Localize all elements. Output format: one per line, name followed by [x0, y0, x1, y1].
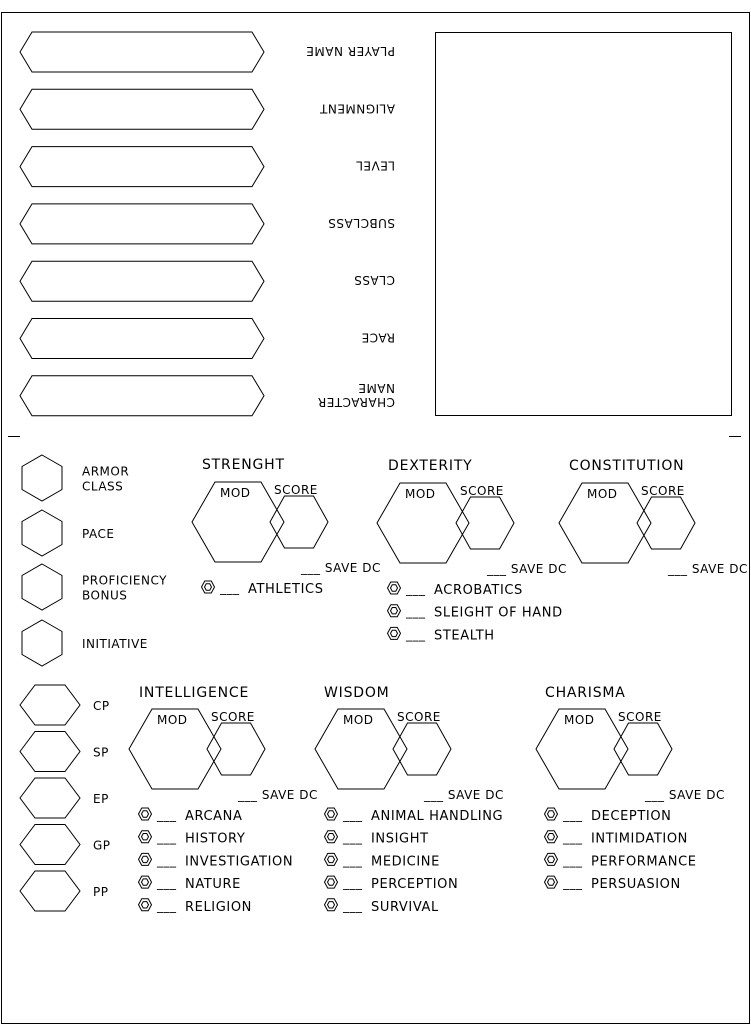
player-name-field[interactable]: [20, 32, 264, 72]
sleight-of-hand-blank: ___: [406, 604, 426, 619]
intimidation-proficiency-dot: [548, 834, 555, 840]
perception-proficiency-hexagon[interactable]: [325, 876, 338, 888]
athletics-proficiency-dot: [205, 584, 212, 590]
persuasion-proficiency-hexagon[interactable]: [545, 876, 558, 888]
ep-coin-field[interactable]: [20, 778, 80, 818]
strenght-save-dc: ___ SAVE DC: [301, 561, 381, 575]
deception-blank: ___: [563, 808, 583, 822]
arcana-skill-label: ARCANA: [185, 809, 243, 824]
history-skill-label: HISTORY: [185, 831, 246, 847]
animal-handling-blank: ___: [343, 808, 363, 822]
header-section: [8, 32, 741, 437]
class-label: [354, 273, 395, 287]
charisma-score-hexagon[interactable]: [614, 723, 672, 775]
class-field[interactable]: [20, 261, 264, 301]
intelligence-save-dc: ___ SAVE DC: [238, 788, 318, 802]
pp-coin-field[interactable]: [20, 871, 80, 911]
nature-proficiency-hexagon[interactable]: [139, 876, 152, 888]
sleight-of-hand-skill-label: SLEIGHT OF HAND: [434, 605, 563, 621]
religion-proficiency-hexagon[interactable]: [139, 899, 152, 911]
intimidation-skill-label: INTIMIDATION: [591, 831, 688, 847]
athletics-blank: ___: [220, 581, 240, 595]
stealth-skill-label: STEALTH: [434, 628, 495, 644]
insight-skill-label: INSIGHT: [371, 831, 429, 847]
investigation-blank: ___: [157, 853, 177, 868]
dexterity-save-dc: ___ SAVE DC: [487, 562, 567, 576]
proficiency-bonus-label: BONUS: [82, 588, 128, 603]
charisma-save-dc: ___ SAVE DC: [645, 788, 725, 802]
survival-proficiency-dot: [328, 902, 335, 908]
animal-handling-proficiency-dot: [328, 811, 335, 817]
medicine-proficiency-hexagon[interactable]: [325, 853, 338, 865]
religion-skill-label: RELIGION: [185, 899, 252, 915]
wisdom-mod-label: MOD: [343, 713, 374, 727]
charisma-block: [536, 685, 725, 892]
character-name-label: [317, 381, 395, 409]
class-label-line: CLASS: [353, 273, 395, 288]
investigation-proficiency-hexagon[interactable]: [139, 853, 152, 865]
performance-proficiency-hexagon[interactable]: [545, 853, 558, 865]
persuasion-proficiency-dot: [548, 879, 555, 885]
alignment-label-line: ALIGNMENT: [319, 101, 395, 116]
strenght-score-hexagon[interactable]: [270, 496, 328, 548]
dexterity-score-label: SCORE: [460, 484, 504, 498]
pace-hexagon[interactable]: [22, 510, 62, 556]
religion-proficiency-dot: [142, 902, 149, 908]
performance-blank: ___: [563, 853, 583, 868]
alignment-field[interactable]: [20, 89, 264, 129]
nature-skill-label: NATURE: [185, 877, 241, 893]
constitution-mod-label: MOD: [587, 487, 618, 501]
constitution-score-hexagon[interactable]: [637, 497, 695, 549]
animal-handling-skill-label: ANIMAL HANDLING: [371, 809, 504, 824]
animal-handling-proficiency-hexagon[interactable]: [325, 808, 338, 820]
performance-skill-label: PERFORMANCE: [591, 854, 697, 870]
strenght-title: STRENGHT: [202, 457, 285, 473]
armor-class-hexagon[interactable]: [22, 455, 62, 501]
strenght-block: [192, 457, 381, 597]
portrait-box[interactable]: [436, 33, 732, 416]
dexterity-block: [377, 458, 567, 643]
insight-proficiency-hexagon[interactable]: [325, 831, 338, 843]
dexterity-mod-label: MOD: [405, 487, 436, 501]
intelligence-mod-label: MOD: [157, 713, 188, 727]
persuasion-blank: ___: [563, 876, 583, 891]
nature-blank: ___: [157, 876, 177, 891]
arcana-blank: ___: [157, 808, 177, 822]
acrobatics-skill-label: ACROBATICS: [434, 583, 523, 598]
character-name-field[interactable]: [20, 376, 264, 416]
deception-proficiency-dot: [548, 811, 555, 817]
survival-proficiency-hexagon[interactable]: [325, 899, 338, 911]
intelligence-title: INTELLIGENCE: [139, 685, 250, 701]
constitution-score-label: SCORE: [641, 484, 685, 498]
race-label: [361, 331, 395, 345]
history-proficiency-hexagon[interactable]: [139, 831, 152, 843]
intelligence-block: [129, 685, 318, 915]
investigation-proficiency-dot: [142, 856, 149, 862]
arcana-proficiency-hexagon[interactable]: [139, 808, 152, 820]
intimidation-blank: ___: [563, 830, 583, 845]
ep-coin-label: EP: [93, 792, 109, 806]
medicine-blank: ___: [343, 853, 363, 868]
athletics-proficiency-hexagon[interactable]: [202, 581, 215, 593]
medicine-skill-label: MEDICINE: [371, 854, 440, 870]
religion-blank: ___: [157, 898, 177, 913]
coin-section: [20, 685, 111, 911]
armor-class-label: CLASS: [82, 479, 124, 494]
charisma-score-label: SCORE: [618, 710, 662, 724]
race-field[interactable]: [20, 319, 264, 359]
sleight-of-hand-proficiency-dot: [391, 608, 398, 614]
insight-proficiency-dot: [328, 834, 335, 840]
history-blank: ___: [157, 830, 177, 845]
intelligence-score-label: SCORE: [211, 710, 255, 724]
wisdom-block: [315, 685, 504, 915]
combat-section: [22, 455, 167, 666]
pace-label: PACE: [82, 527, 115, 541]
character-name-label-line: NAME: [357, 380, 395, 395]
gp-coin-field[interactable]: [20, 825, 80, 865]
wisdom-save-dc: ___ SAVE DC: [424, 788, 504, 802]
constitution-block: [559, 458, 748, 576]
initiative-hexagon[interactable]: [22, 620, 62, 666]
arcana-proficiency-dot: [142, 811, 149, 817]
charisma-title: CHARISMA: [545, 685, 626, 701]
gp-coin-label: GP: [93, 838, 111, 853]
acrobatics-blank: ___: [406, 582, 426, 596]
constitution-save-dc: ___ SAVE DC: [668, 562, 748, 576]
initiative-label: INITIATIVE: [82, 637, 148, 651]
deception-proficiency-hexagon[interactable]: [545, 808, 558, 820]
subclass-label-line: SUBCLASS: [327, 215, 395, 230]
character-name-label-line: CHARACTER: [317, 394, 395, 409]
strenght-mod-label: MOD: [220, 486, 251, 500]
deception-skill-label: DECEPTION: [591, 809, 672, 824]
cp-coin-label: CP: [93, 699, 110, 713]
acrobatics-proficiency-dot: [391, 585, 398, 591]
insight-blank: ___: [343, 830, 363, 845]
sp-coin-field[interactable]: [20, 732, 80, 772]
athletics-skill-label: ATHLETICS: [248, 582, 324, 597]
acrobatics-proficiency-hexagon[interactable]: [388, 582, 401, 594]
strenght-score-label: SCORE: [274, 483, 318, 497]
perception-proficiency-dot: [328, 879, 335, 885]
race-label-line: RACE: [361, 330, 395, 345]
sp-coin-label: SP: [93, 745, 109, 760]
persuasion-skill-label: PERSUASION: [591, 877, 681, 893]
pp-coin-label: PP: [93, 885, 109, 899]
wisdom-title: WISDOM: [324, 685, 390, 701]
perception-skill-label: PERCEPTION: [371, 877, 459, 893]
dexterity-title: DEXTERITY: [388, 458, 473, 474]
subclass-field[interactable]: [20, 204, 264, 244]
level-field[interactable]: [20, 147, 264, 187]
dexterity-score-hexagon[interactable]: [456, 497, 514, 549]
player-name-label-line: PLAYER NAME: [305, 44, 395, 58]
proficiency-bonus-hexagon[interactable]: [22, 564, 62, 610]
alignment-label: [319, 101, 395, 115]
perception-blank: ___: [343, 876, 363, 891]
wisdom-score-hexagon[interactable]: [393, 723, 451, 775]
stealth-proficiency-hexagon[interactable]: [388, 627, 401, 639]
performance-proficiency-dot: [548, 856, 555, 862]
level-label-line: LEVEL: [355, 158, 395, 173]
cp-coin-field[interactable]: [20, 685, 80, 725]
survival-skill-label: SURVIVAL: [371, 899, 439, 915]
stealth-proficiency-dot: [391, 630, 398, 636]
proficiency-bonus-label: PROFICIENCY: [82, 573, 167, 588]
nature-proficiency-dot: [142, 879, 149, 885]
ability-section: [129, 457, 748, 915]
charisma-mod-label: MOD: [564, 713, 595, 727]
investigation-skill-label: INVESTIGATION: [185, 854, 294, 870]
constitution-title: CONSTITUTION: [569, 458, 685, 474]
intelligence-score-hexagon[interactable]: [207, 723, 265, 775]
medicine-proficiency-dot: [328, 856, 335, 862]
stealth-blank: ___: [406, 627, 426, 642]
intimidation-proficiency-hexagon[interactable]: [545, 831, 558, 843]
subclass-label: [328, 216, 395, 230]
armor-class-label: ARMOR: [82, 464, 130, 479]
history-proficiency-dot: [142, 834, 149, 840]
level-label: [356, 159, 395, 173]
player-name-label: [306, 44, 395, 58]
sleight-of-hand-proficiency-hexagon[interactable]: [388, 605, 401, 617]
wisdom-score-label: SCORE: [397, 710, 441, 724]
survival-blank: ___: [343, 898, 363, 913]
